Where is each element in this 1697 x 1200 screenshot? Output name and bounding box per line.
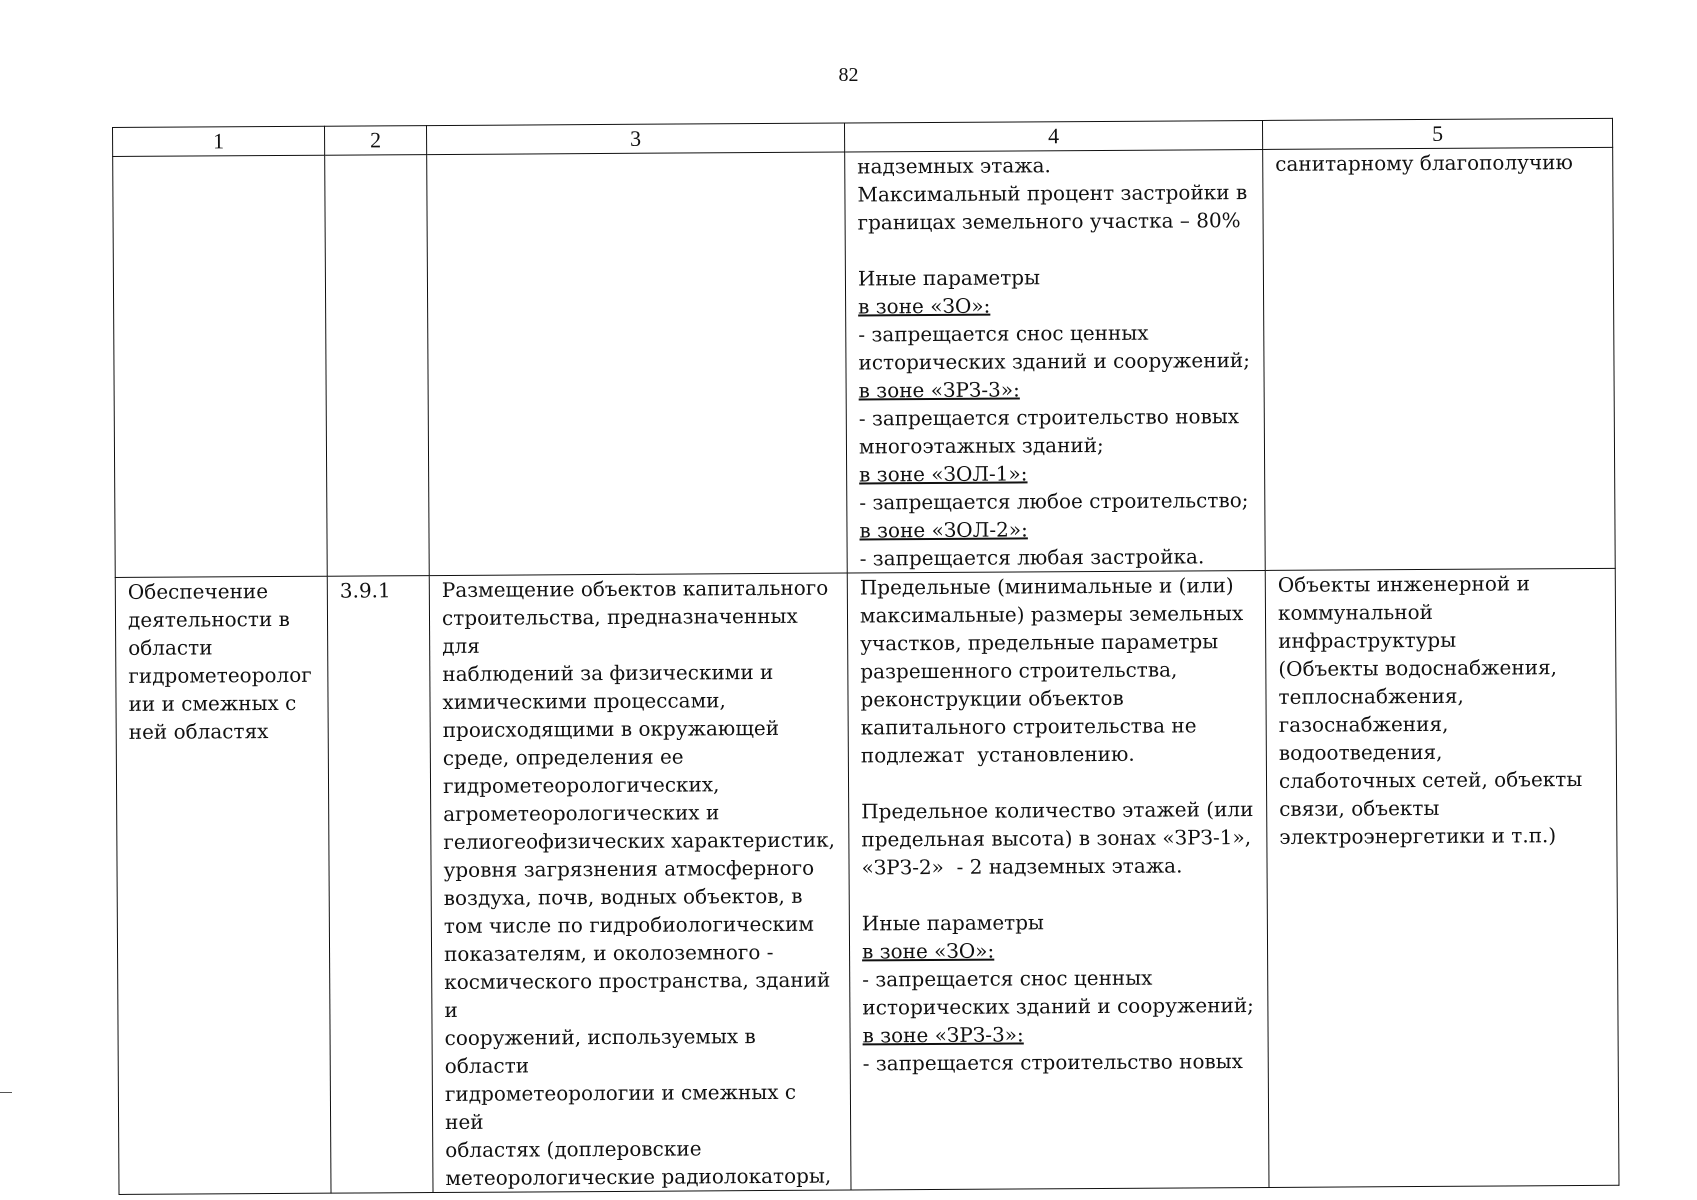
text-line: ней областях [128,719,269,744]
cell-row1-col1 [113,155,328,577]
text-line: уровня загрязнения атмосферного [443,855,815,882]
cell-row2-col1 [115,576,331,1194]
text-line: областях (доплеровские [445,1136,702,1162]
cell-row1-col4 [845,149,1266,573]
text-line: границах земельного участка – 80% [857,208,1241,235]
text-line: показателям, и околоземного - [443,939,774,966]
text-line: исторических зданий и сооружений; [862,993,1254,1020]
cell-row2-col5 [1265,568,1619,1187]
text-line: теплоснабжения, [1278,683,1464,709]
text-line: Предельное количество этажей (или [861,797,1254,824]
zone-heading: в зоне «ЗОЛ-2»: [859,517,1028,543]
text-line: предельная высота) в зонах «ЗРЗ-1», [861,825,1252,852]
text-line: электроэнергетики и т.п.) [1279,823,1557,849]
blank-line [861,767,1254,797]
text-line: коммунальной инфраструктуры [1277,599,1457,653]
text-line: - запрещается любая застройка. [859,544,1205,571]
text-line: среде, определения ее [442,744,684,770]
text-line: космического пространства, зданий и [444,967,837,1022]
text-line: газоснабжения, водоотведения, [1278,711,1455,765]
header-col-4: 4 [844,120,1262,152]
text-line: надземных этажа. [857,153,1051,179]
zone-heading: в зоне «ЗРЗ-3»: [858,377,1020,403]
cell-row1-col3 [427,152,848,576]
text-line: ии и смежных с [128,690,297,716]
blank-line [862,879,1255,909]
text-line: (Объекты водоснабжения, [1278,655,1558,681]
text-line: «ЗРЗ-2» - 2 надземных этажа. [861,853,1183,880]
text-line: Максимальный процент застройки в [857,180,1248,207]
text-line: химическими процессами, [442,688,726,714]
cell-row2-col4 [847,570,1269,1190]
zone-heading: в зоне «ЗО»: [858,293,991,319]
text-line: - запрещается строительство новых [862,1049,1244,1076]
text-line: - запрещается любое строительство; [859,488,1249,515]
text-line: максимальные) размеры земельных [859,601,1244,628]
text-line: гидрометеоролог [128,662,312,688]
header-col-2: 2 [324,126,426,156]
text-line: Объекты инженерной и [1277,571,1530,597]
text-line: метеорологические радиолокаторы, [445,1163,832,1190]
cell-row1-col2 [325,155,430,577]
text-line: гидрометеорологии и смежных с ней [444,1079,803,1134]
text-line: - запрещается снос ценных [858,320,1149,347]
text-line: воздуха, почв, водных объектов, в [443,883,803,910]
cell-row2-col2: 3.9.1 [327,576,433,1194]
text-line: том числе по гидробиологическим [443,911,814,938]
text-line: наблюдений за физическими и [442,659,774,686]
text-line: участков, предельные параметры [860,629,1219,656]
cell-row1-col5: санитарному благополучию [1263,147,1616,570]
header-col-3: 3 [426,123,844,155]
text-line: гидрометеорологических, [442,772,720,798]
text-line: гелиогеофизических характеристик, [443,827,836,854]
text-line: капитального строительства не [860,713,1197,740]
text-line: подлежат установлению. [860,741,1135,768]
text-line: Обеспечение [127,579,269,604]
text-line: деятельности в [127,606,290,632]
text-line: связи, объекты [1279,795,1440,821]
text-line: - запрещается строительство новых [858,404,1240,431]
header-col-1: 1 [113,126,325,156]
page-number: 82 [838,64,859,86]
zone-heading: в зоне «ЗО»: [861,938,995,964]
table-row [115,568,1619,1194]
text-line: Размещение объектов капитального [441,575,829,602]
text-line: исторических зданий и сооружений; [858,348,1251,375]
text-line: сооружений, используемых в области [444,1024,763,1078]
blank-line [858,234,1251,264]
zoning-table [112,118,1619,1195]
cell-row2-col3 [429,573,851,1193]
zone-heading: в зоне «ЗОЛ-1»: [859,461,1028,487]
zone-heading: в зоне «ЗРЗ-3»: [862,1022,1024,1048]
text-line: строительства, предназначенных для [441,603,805,658]
text-line: агрометеорологических и [443,800,720,826]
text-line: - запрещается снос ценных [862,965,1153,992]
text-line: многоэтажных зданий; [858,432,1104,459]
scan-margin-mark [0,1092,12,1093]
text-line: Предельные (минимальные и (или) [859,573,1234,600]
text-line: разрешенного строительства, [860,657,1178,684]
text-line: Иные параметры [857,265,1041,291]
text-line: слаботочных сетей, объекты [1278,767,1583,793]
text-line: области [128,635,213,660]
header-col-5: 5 [1262,118,1612,149]
text-line: реконструкции объектов [860,685,1124,712]
text-line: Иные параметры [861,910,1044,936]
text-line: происходящими в окружающей [442,715,780,742]
table-row [113,147,1616,577]
